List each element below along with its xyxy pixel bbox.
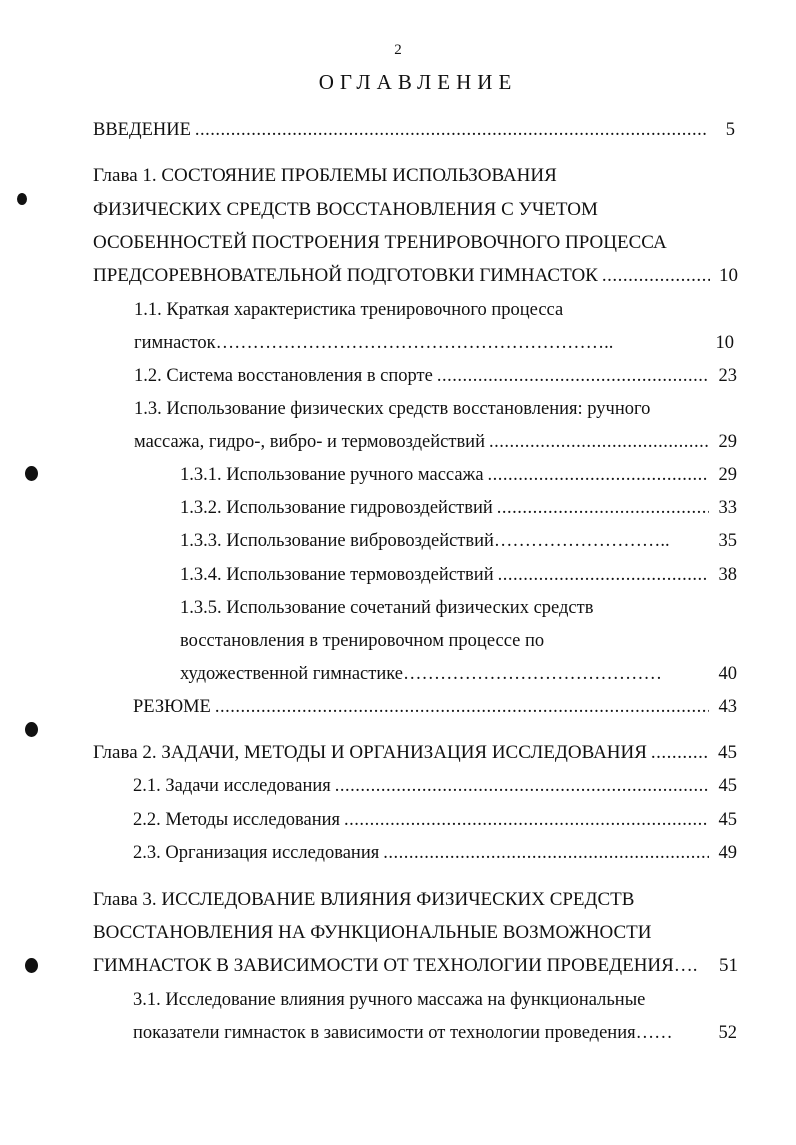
toc-chapter-3-line-1[interactable]: Глава 3. ИССЛЕДОВАНИЕ ВЛИЯНИЯ ФИЗИЧЕСКИХ СРЕДСТВ [93, 889, 635, 910]
toc-section-3-1-line-2[interactable] [133, 1018, 737, 1048]
toc-entry-title: РЕЗЮМЕ [133, 697, 211, 717]
toc-entry-title: художественной гимнастике…………………………………… [180, 664, 662, 684]
toc-page-number: 38 [718, 565, 737, 585]
toc-entry-title: 1.2. Система восстановления в спорте [134, 366, 433, 386]
toc-leader [195, 115, 707, 145]
toc-section-1-3-5-line-1[interactable]: 1.3.5. Использование сочетаний физических средств [180, 598, 594, 618]
toc-leader [383, 838, 709, 868]
toc-page-number: 45 [718, 776, 737, 796]
toc-section-1-3-5-line-2[interactable]: восстановления в тренировочном процессе по [180, 631, 545, 651]
toc-section-1-3-1[interactable] [180, 460, 737, 490]
toc-page-number: 33 [718, 498, 737, 518]
toc-entry-title: ПРЕДСОРЕВНОВАТЕЛЬНОЙ ПОДГОТОВКИ ГИМНАСТОК [93, 265, 598, 286]
toc-page-number: 10 [715, 333, 734, 353]
toc-section-1-1-line-1[interactable]: 1.1. Краткая характеристика тренировочного процесса [134, 300, 564, 320]
toc-entry-title: показатели гимнасток в зависимости от технологии проведения…… [133, 1023, 673, 1043]
toc-entry-title: 1.3.2. Использование гидровоздействий [180, 498, 493, 518]
toc-page-number: 10 [719, 265, 738, 286]
toc-section-1-3-2[interactable] [180, 493, 737, 523]
page-title: ОГЛАВЛЕНИЕ [318, 70, 518, 94]
toc-leader [335, 771, 709, 801]
toc-entry-title: 2.3. Организация исследования [133, 843, 380, 863]
toc-page-number: 49 [718, 843, 737, 863]
toc-section-2-1[interactable] [133, 771, 737, 801]
toc-entry-title: 1.3.3. Использование вибровоздействий……………………….. [180, 531, 670, 551]
toc-section-2-3[interactable] [133, 838, 737, 868]
toc-page-number: 35 [718, 531, 737, 551]
toc-page-number: 40 [718, 664, 737, 684]
toc-section-1-1-line-2[interactable] [134, 328, 734, 358]
toc-leader [497, 493, 709, 523]
toc-entry-title: ГИМНАСТОК В ЗАВИСИМОСТИ ОТ ТЕХНОЛОГИИ ПРОВЕДЕНИЯ…. [93, 955, 698, 976]
toc-leader [344, 805, 709, 835]
toc-entry-title: 2.2. Методы исследования [133, 810, 341, 830]
toc-page-number: 43 [718, 697, 737, 717]
toc-entry-title: Глава 2. ЗАДАЧИ, МЕТОДЫ И ОРГАНИЗАЦИЯ ИССЛЕДОВАНИЯ [93, 742, 647, 763]
toc-leader [437, 361, 709, 391]
toc-section-1-3-3[interactable] [180, 526, 737, 556]
toc-leader [215, 692, 709, 722]
toc-chapter-1-line-3[interactable]: ОСОБЕННОСТЕЙ ПОСТРОЕНИЯ ТРЕНИРОВОЧНОГО ПРОЦЕССА [93, 232, 667, 253]
toc-entry-title: массажа, гидро-, вибро- и термовоздействий [134, 432, 485, 452]
toc-page-number: 45 [718, 810, 737, 830]
toc-page-number: 45 [718, 742, 737, 763]
toc-page-number: 29 [718, 465, 737, 485]
toc-page-number: 52 [718, 1023, 737, 1043]
toc-chapter-1-line-2[interactable]: ФИЗИЧЕСКИХ СРЕДСТВ ВОССТАНОВЛЕНИЯ С УЧЕТОМ [93, 199, 598, 220]
toc-chapter-1-line-4[interactable] [93, 261, 738, 291]
toc-section-1-3-5-line-3[interactable] [180, 659, 737, 689]
toc-section-1-3-4[interactable] [180, 560, 737, 590]
toc-entry-title: 1.3.1. Использование ручного массажа [180, 465, 484, 485]
toc-page-number: 51 [719, 955, 738, 976]
toc-entry-title: гимнасток……………………………………………………….. [134, 333, 614, 353]
toc-leader [489, 427, 709, 457]
toc-entry-title: 1.3.4. Использование термовоздействий [180, 565, 494, 585]
scan-mark [17, 193, 27, 205]
scan-mark [25, 466, 38, 481]
toc-chapter-2[interactable] [93, 738, 737, 768]
toc-leader [498, 560, 709, 590]
toc-entry-title: ВВЕДЕНИЕ [93, 120, 191, 140]
toc-section-1-3-line-1[interactable]: 1.3. Использование физических средств восстановления: ручного [134, 399, 651, 419]
scan-mark [25, 722, 38, 737]
toc-page-number: 29 [718, 432, 737, 452]
toc-section-3-1-line-1[interactable]: 3.1. Исследование влияния ручного массажа на функциональные [133, 990, 646, 1010]
toc-leader [651, 738, 709, 768]
toc-section-1-2[interactable] [134, 361, 737, 391]
toc-leader [602, 261, 710, 291]
toc-chapter-1-line-1[interactable]: Глава 1. СОСТОЯНИЕ ПРОБЛЕМЫ ИСПОЛЬЗОВАНИЯ [93, 165, 557, 186]
toc-chapter-3-line-2[interactable]: ВОССТАНОВЛЕНИЯ НА ФУНКЦИОНАЛЬНЫЕ ВОЗМОЖНОСТИ [93, 922, 652, 943]
toc-summary[interactable] [133, 692, 737, 722]
toc-entry-title: 2.1. Задачи исследования [133, 776, 331, 796]
toc-leader [488, 460, 709, 490]
scan-mark [25, 958, 38, 973]
toc-page-number: 23 [718, 366, 737, 386]
toc-page-number: 5 [725, 120, 735, 140]
toc-entry-introduction[interactable] [93, 115, 735, 145]
toc-section-2-2[interactable] [133, 805, 737, 835]
page-number: 2 [394, 42, 402, 58]
toc-section-1-3-line-2[interactable] [134, 427, 737, 457]
toc-chapter-3-line-3[interactable] [93, 951, 738, 981]
